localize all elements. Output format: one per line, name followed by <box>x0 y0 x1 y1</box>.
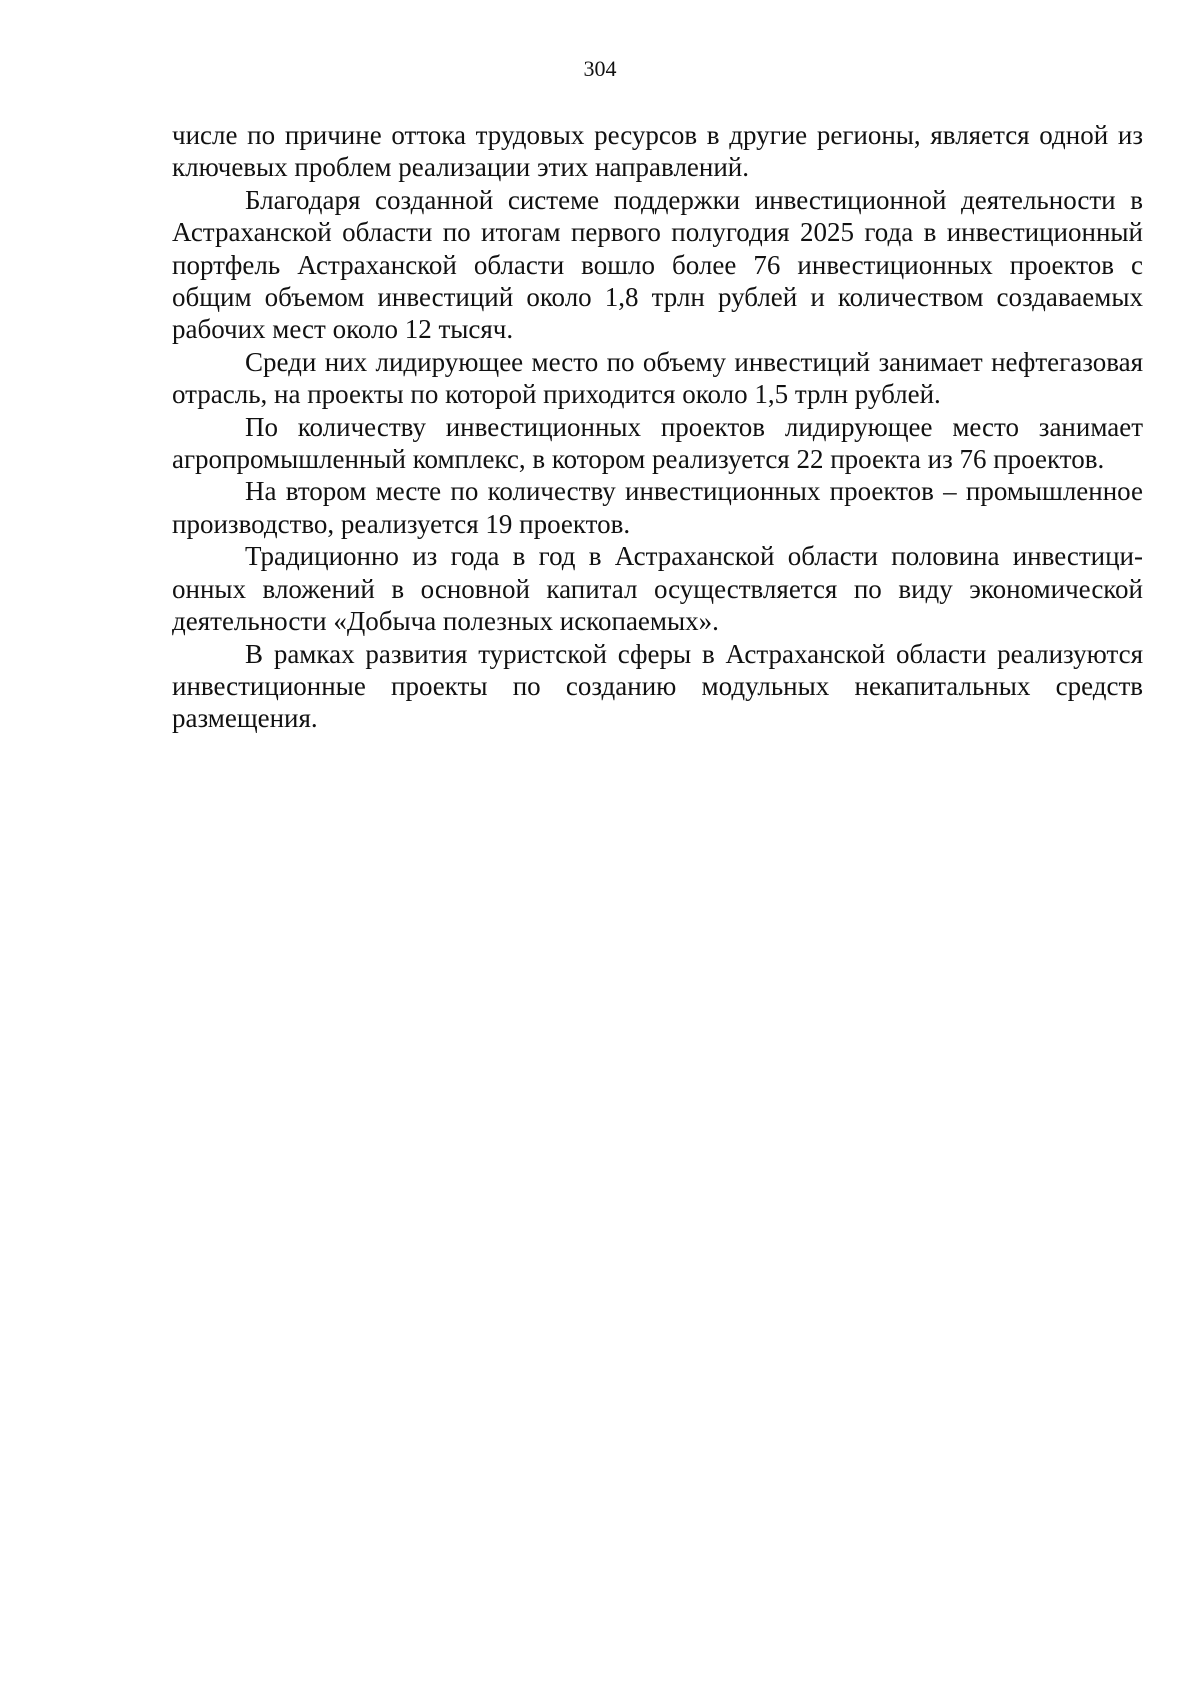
page-number: 304 <box>583 56 617 81</box>
paragraph-tourism-projects: В рамках развития туристской сферы в Астраханской области реализуются инвестиционные проекты по созданию модульных некапитальных средств размещения. <box>172 638 1143 734</box>
paragraph-investment-portfolio: Благодаря созданной системе поддержки инвестиционной деятельности в Астраханской области по итогам первого полугодия 2025 года в инвестиционный портфель Астраханской области вошло более 76 инвестиционных проектов с общим объемом инвестиций около 1,8 трлн рублей и количеством создаваемых рабочих мест около 12 тысяч. <box>172 184 1143 345</box>
paragraph-industrial-production: На втором месте по количеству инвестиционных проектов – промышленное производство, реализуется 19 проектов. <box>172 476 1143 539</box>
paragraph-oil-gas-leader: Среди них лидирующее место по объему инвестиций занимает нефтегазовая отрасль, на проекты по которой приходится около 1,5 трлн рублей. <box>172 346 1143 410</box>
document-body <box>172 119 1143 735</box>
paragraph-mining-investments: Традиционно из года в год в Астраханской области половина инвестиционных вложений в основной капитал осуществляется по виду экономической деятельности «Добыча полезных ископаемых». <box>172 541 1143 637</box>
paragraph-agro-complex: По количеству инвестиционных проектов лидирующее место занимает агропромышленный комплекс, в котором реализуется 22 проекта из 76 проектов. <box>172 411 1143 475</box>
paragraph-continued: числе по причине оттока трудовых ресурсов в другие регионы, является одной из ключевых проблем реализации этих направлений. <box>172 120 1143 183</box>
